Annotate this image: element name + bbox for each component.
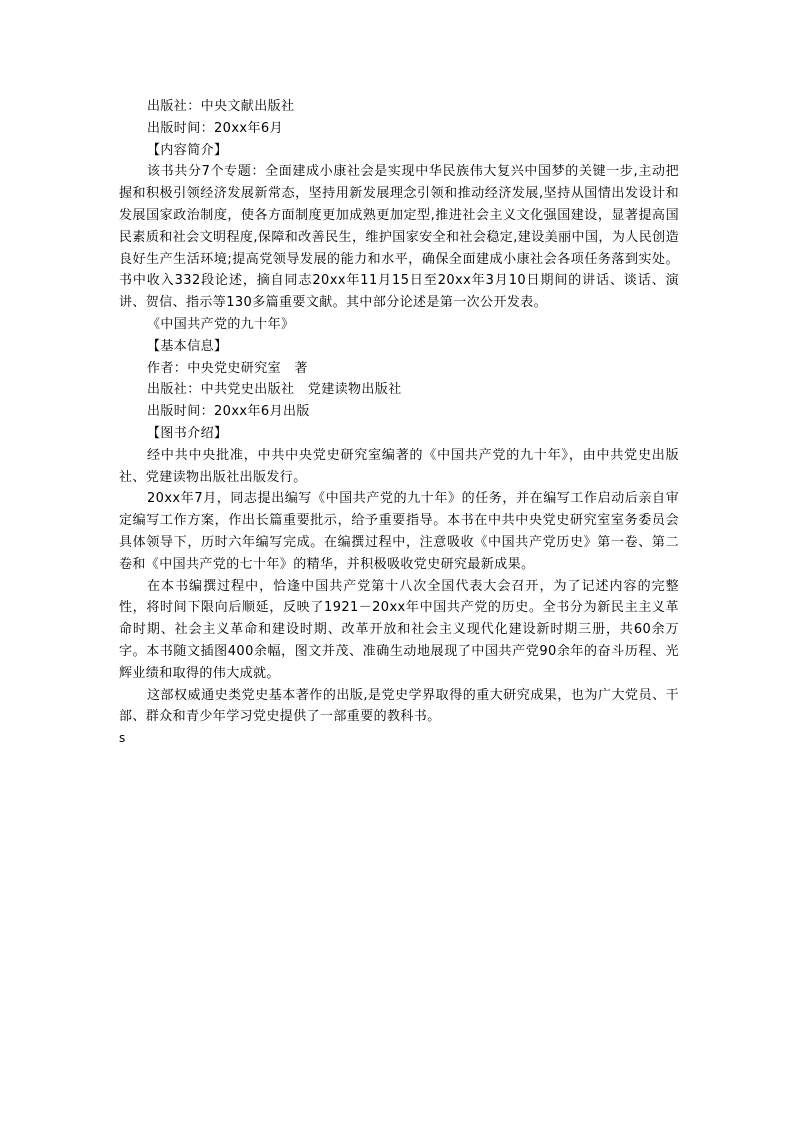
publish-date-line: 出版时间：20xx年6月	[147, 120, 283, 136]
basic-info-heading: 【基本信息】	[147, 338, 228, 354]
summary-paragraph: 该书共分7个专题：全面建成小康社会是实现中华民族伟大复兴中国梦的关键一步,主动把握和积极引领经济发展新常态，坚持用新发展理念引领和推动经济发展,坚持从国情出发设计和发展国家政治制度，使各方面制度更加成熟更加定型,推进社会主义文化强国建设，显著提高国民素质和社会文明程度,保障和改善民生，维护国家安全和社会稳定,建设美丽中国，为人民创造良好生产生活环境;提高党领导发展的能力和水平，确保全面建成小康社会各项任务落到实处。书中收入332段论述，摘自同志20xx年11月15日至20xx年3月10日期间的讲话、谈话、演讲、贺信、指示等130多篇重要文献。其中部分论述是第一次公开发表。	[119, 164, 679, 311]
publisher-line-2: 出版社：中共党史出版社 党建读物出版社	[147, 382, 402, 398]
book-title: 《中国共产党的九十年》	[147, 316, 295, 332]
summary-heading: 【内容简介】	[147, 142, 228, 158]
stray-character: s	[119, 731, 126, 746]
intro-paragraph-3: 在本书编撰过程中，恰逢中国共产党第十八次全国代表大会召开，为了记述内容的完整性，将时间下限向后顺延，反映了1921－20xx年中国共产党的历史。全书分为新民主主义革命时期、社会主义革命和建设时期、改革开放和社会主义现代化建设新时期三册，共60余万字。本书随文插图400余幅，图文并茂、准确生动地展现了中国共产党90余年的奋斗历程、光辉业绩和取得的伟大成就。	[119, 578, 679, 681]
book-intro-heading: 【图书介绍】	[147, 425, 228, 441]
publisher-line: 出版社：中央文献出版社	[147, 99, 295, 114]
document-page	[119, 96, 679, 750]
intro-paragraph-2: 20xx年7月，同志提出编写《中国共产党的九十年》的任务，并在编写工作启动后亲自审定编写工作方案，作出长篇重要批示，给予重要指导。本书在中共中央党史研究室室务委员会具体领导下，历时六年编写完成。在编撰过程中，注意吸收《中国共产党历史》第一卷、第二卷和《中国共产党的七十年》的精华，并积极吸收党史研究最新成果。	[119, 491, 679, 572]
intro-paragraph-1: 经中共中央批准，中共中央党史研究室编著的《中国共产党的九十年》，由中共党史出版社、党建读物出版社出版发行。	[119, 447, 679, 485]
publish-date-line-2: 出版时间：20xx年6月出版	[147, 404, 310, 420]
author-line: 作者：中央党史研究室 著	[147, 360, 308, 376]
intro-paragraph-4: 这部权威通史类党史基本著作的出版,是党史学界取得的重大研究成果，也为广大党员、干部、群众和青少年学习党史提供了一部重要的教科书。	[119, 687, 679, 725]
